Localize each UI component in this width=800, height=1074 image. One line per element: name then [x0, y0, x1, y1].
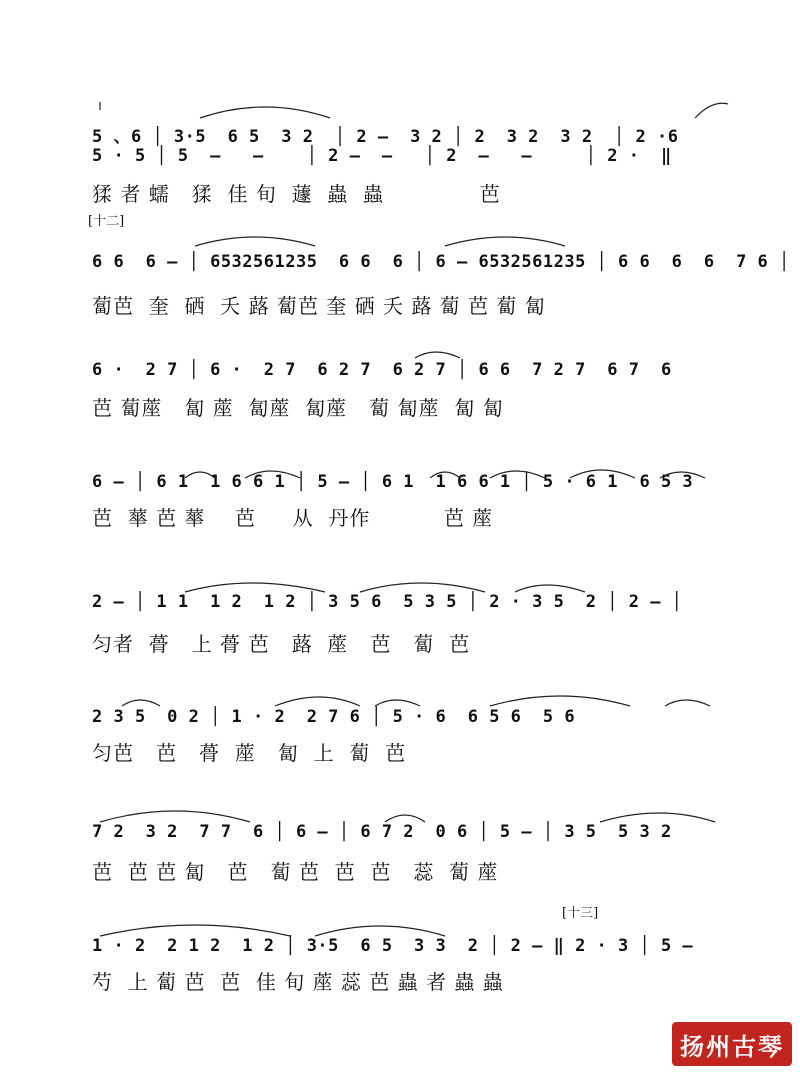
jianpu-upper-line: 7 2 3 2 7 7 6 │ 6 — │ 6 7 2 0 6 │ 5 — │ 3 5 5 3 2 [92, 822, 672, 842]
slur-arc [315, 926, 445, 936]
jianzi-line: 蔔芭 奎 硒 夭 蕗 蔔芭 奎 硒 夭 蕗 蔔 芭 蔔 匐 [92, 294, 546, 318]
slur-arc [600, 813, 715, 822]
slur-arc [430, 472, 460, 478]
slur-arc [360, 583, 485, 592]
jianpu-upper-line: 2 — │ 1 1 1 2 1 2 │ 3 5 6 5 3 5 │ 2 · 3 5 2 │ 2 — │ [92, 592, 683, 612]
slur-arc [185, 583, 325, 592]
slur-arc [385, 815, 425, 822]
slur-arc [490, 696, 630, 706]
jianzi-line: 匀芭 芭 蓇 蓙 匐 上 蔔 芭 [92, 741, 407, 765]
jianzi-line: 猱 者 蠕 猱 佳 旬 蘧 蟲 蟲 芭 [92, 182, 501, 206]
jianpu-upper-line: 6 — │ 6 1 1 6 6 1 │ 5 — │ 6 1 1 6 6 1 │ 5 · 6 1 6 5 3 [92, 472, 694, 492]
slur-arc [275, 697, 360, 706]
jianpu-upper-line: 5 、6 │ 3·5 6 5 3 2 │ 2 — 3 2 │ 2 3 2 3 2 │ 2 ·6 [92, 127, 679, 147]
jianpu-upper-line: 2 3 5 0 2 │ 1 · 2 2 7 6 │ 5 · 6 6 5 6 5 6 [92, 707, 576, 727]
jianzi-line: 匀者 蓇 上 蓇 芭 蕗 蓙 芭 蔔 芭 [92, 632, 471, 656]
slur-arc [200, 107, 330, 118]
section-marker: [十三] [562, 906, 599, 921]
slur-arc [665, 700, 710, 706]
jianzi-line: 芭 蔔蓙 匐 蓙 匐蓙 匐蓙 蔔 匐蓙 匐 匐 [92, 396, 504, 420]
jianzi-line: 芭 芭 芭 匐 芭 蔔 芭 芭 芭 蕊 蔔 蓙 [92, 860, 499, 884]
slur-arc [100, 925, 290, 936]
slur-arc [490, 471, 545, 478]
slur-arc [185, 472, 215, 478]
slur-arc [695, 103, 728, 118]
slur-arc [515, 585, 585, 592]
slur-arc [195, 237, 315, 246]
slur-arc [245, 471, 300, 478]
jianpu-upper-line: 6 6 6 — │ 6532561235 6 6 6 │ 6 — 6532561235 │ 6 6 6 6 7 6 │ [92, 252, 790, 272]
jianpu-upper-line: 1 · 2 2 1 2 1 2 │ 3·5 6 5 3 3 2 │ 2 — ‖ 2 · 3 │ 5 — [92, 936, 694, 956]
slur-arc [122, 700, 160, 706]
jianpu-upper-line: 6 · 2 7 │ 6 · 2 7 6 2 7 6 2 7 │ 6 6 7 2 7 6 7 6 [92, 360, 672, 380]
jianpu-lower-line: 5 · 5 │ 5 — — │ 2 — — │ 2 — — │ 2 · ‖ [92, 146, 672, 166]
slur-arc [660, 472, 705, 478]
jianzi-line: 芭 蕐 芭 蕐 芭 从 丹作 芭 蓙 [92, 506, 494, 530]
watermark-logo: 扬州古琴 [672, 1022, 792, 1066]
jianzi-line: 芍 上 蔔 芭 芭 佳 旬 蓙 蕊 芭 蟲 者 蟲 蟲 [92, 970, 504, 994]
slur-arc [375, 700, 420, 706]
section-marker: [十二] [88, 214, 125, 229]
slur-arc [100, 811, 250, 822]
slur-arc [415, 352, 460, 358]
slur-arc [570, 470, 635, 478]
slur-arc [445, 237, 565, 246]
